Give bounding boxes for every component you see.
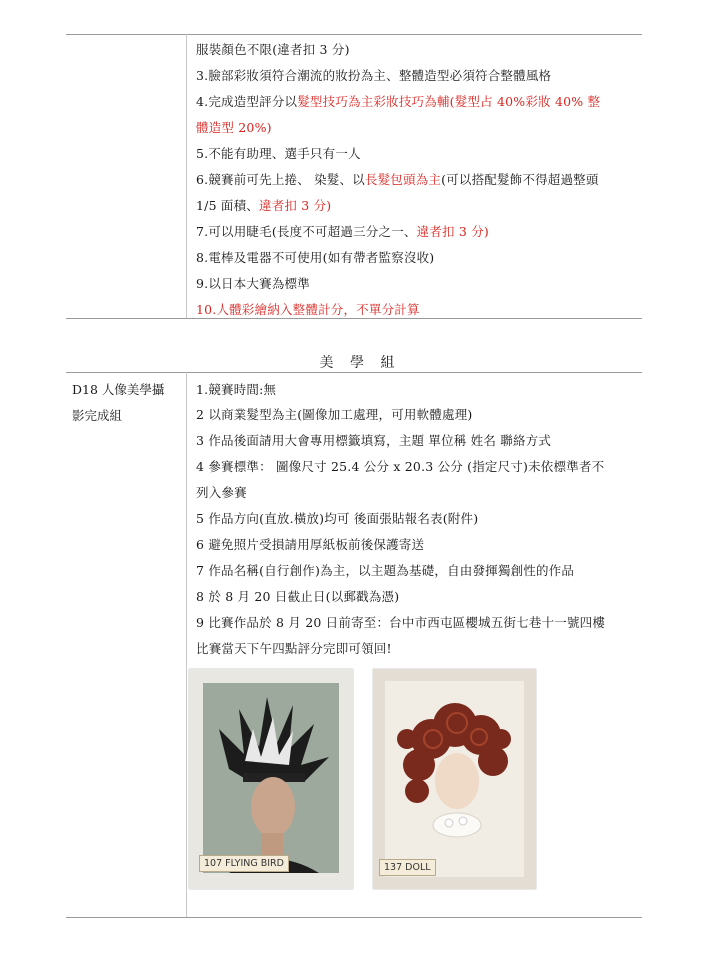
rule-line <box>196 224 656 240</box>
rule-text: 8.電棒及電器不可使用(如有帶者監察沒收) <box>196 250 435 265</box>
rule-text-highlight: 10.人體彩繪納入整體計分，不單分計算 <box>196 302 420 317</box>
rule-line <box>196 276 656 292</box>
rule-line: 9 比賽作品於 8 月 20 日前寄至：台中市西屯區櫻城五街七巷十一號四樓 <box>196 615 606 630</box>
rule-line: 8 於 8 月 20 日截止日(以郵戳為憑) <box>196 589 400 604</box>
table-column-divider <box>186 34 187 318</box>
doll-portrait-image <box>373 669 536 889</box>
rule-text: 3.臉部彩妝須符合潮流的妝扮為主、整體造型必須符合整體風格 <box>196 68 552 83</box>
rule-line <box>196 42 656 58</box>
rule-line: 列入參賽 <box>196 485 247 500</box>
rule-line <box>196 68 656 84</box>
table-top-border <box>66 34 642 35</box>
rule-line: 2 以商業髮型為主(圖像加工處理，可用軟體處理) <box>196 407 473 422</box>
category-label: D18 人像美學攝 <box>72 382 165 397</box>
photo-tag-label: 137 DOLL <box>379 859 436 876</box>
section-title: 美 學 組 <box>319 355 401 371</box>
rule-line <box>196 250 656 266</box>
rule-line: 5 作品方向(直放.橫放)均可 後面張貼報名表(附件) <box>196 511 479 526</box>
rule-text-highlight: 違者扣 3 分) <box>416 224 489 239</box>
photo-tag-label: 107 FLYING BIRD <box>199 855 289 872</box>
rule-line <box>196 146 656 162</box>
rule-line <box>196 302 656 318</box>
rule-text-highlight: 體造型 20%) <box>196 120 272 135</box>
section-header-border <box>66 372 642 373</box>
rule-text-highlight: 長髮包頭為主 <box>364 172 442 187</box>
rule-text: 服裝顏色不限(違者扣 3 分) <box>196 42 350 57</box>
rule-line: 4 參賽標準： 圖像尺寸 25.4 公分 x 20.3 公分 (指定尺寸)未依標準者不 <box>196 459 605 474</box>
table-column-divider-2 <box>186 372 187 918</box>
rule-line: 7 作品名稱(自行創作)為主，以主題為基礎，自由發揮獨創性的作品 <box>196 563 575 578</box>
rule-text: 9.以日本大賽為標準 <box>196 276 310 291</box>
rule-text-highlight: 髮型技巧為主彩妝技巧為輔(髮型占 40%彩妝 40% 整 <box>297 94 601 109</box>
rule-text: 7.可以用睫毛(長度不可超過三分之一、 <box>196 224 417 239</box>
rule-line <box>196 94 656 110</box>
rule-text-highlight: 違者扣 3 分) <box>259 198 332 213</box>
rule-line: 6 避免照片受損請用厚紙板前後保護寄送 <box>196 537 425 552</box>
rule-text: 5.不能有助理、選手只有一人 <box>196 146 361 161</box>
photo-flying-bird <box>189 669 353 889</box>
rule-line <box>196 172 656 188</box>
rule-text: 4.完成造型評分以 <box>196 94 298 109</box>
table-row-border <box>66 318 642 319</box>
rule-line: 1.競賽時間:無 <box>196 382 277 397</box>
rule-text: (可以搭配髮飾不得超過整頭 <box>441 172 599 187</box>
category-label-cont: 影完成組 <box>72 408 123 423</box>
rule-text: 1/5 面積、 <box>196 198 259 213</box>
photo-doll <box>373 669 536 889</box>
table-bottom-border <box>66 917 642 918</box>
rule-line: 3 作品後面請用大會專用標籤填寫，主題 單位稱 姓名 聯絡方式 <box>196 433 552 448</box>
rule-line <box>196 120 656 136</box>
rule-line: 比賽當天下午四點評分完即可領回! <box>196 641 392 656</box>
rule-text: 6.競賽前可先上捲、 染髮、以 <box>196 172 365 187</box>
rule-line <box>196 198 656 214</box>
